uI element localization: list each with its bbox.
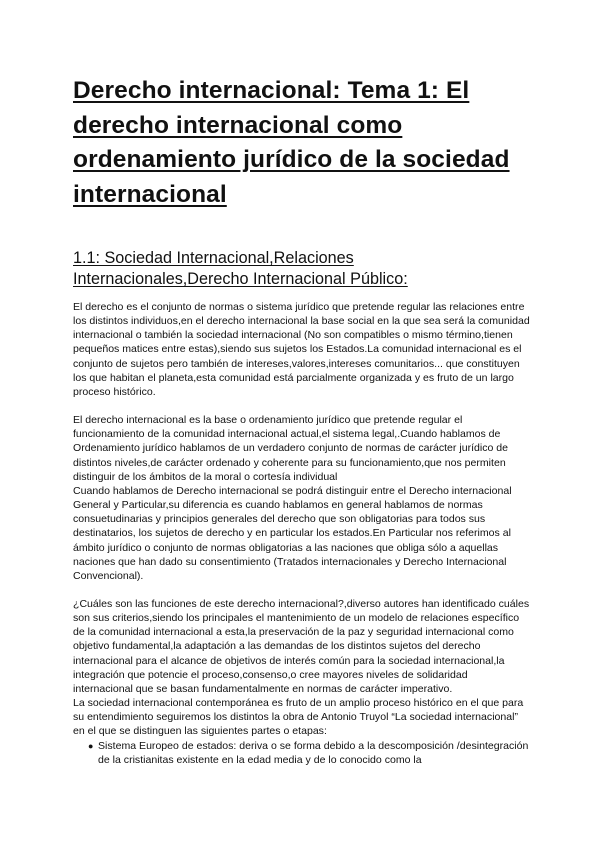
list-item bbox=[89, 739, 530, 767]
bullet-icon: ● bbox=[88, 740, 94, 751]
stages-list bbox=[73, 739, 530, 767]
list-item-text: Sistema Europeo de estados: deriva o se forma debido a la descomposición /desintegración de la cristianitas existente en la edad media y de lo conocido como la bbox=[98, 739, 529, 766]
paragraph-spacer bbox=[73, 583, 530, 597]
document-title: Derecho internacional: Tema 1: El derecho internacional como ordenamiento jurídico de la sociedad internacional bbox=[73, 77, 510, 208]
paragraph-spacer bbox=[73, 399, 530, 413]
paragraph-4: ¿Cuáles son las funciones de este derecho internacional?,diverso autores han identificado cuáles son sus criterios,siendo los principales el mantenimiento de un modelo de relaciones específico de la comunidad internacional a esta,la preservación de la paz y seguridad internacional como objetivo fundamental,la adaptación a las demandas de los distintos sujetos del derecho internacional para el alcance de objetivos de interés común para la sociedad internacional,la integración que potencie el proceso,consenso,o cree mayores niveles de solidaridad internacional que se basan fundamentalmente en normas de carácter imperativo. bbox=[73, 597, 530, 695]
section-heading: 1.1: Sociedad Internacional,Relaciones Internacionales,Derecho Internacional Público: bbox=[73, 249, 408, 288]
paragraph-2: El derecho internacional es la base o ordenamiento jurídico que pretende regular el funcionamiento de la comunidad internacional actual,el sistema legal,.Cuando hablamos de Ordenamiento jurídico hablamos de un verdadero conjunto de normas de carácter jurídico de distintos niveles,de carácter ordenado y coherente para su funcionamiento,que nos permiten distinguir de los ámbitos de la moral o cortesía individual bbox=[73, 414, 509, 483]
paragraph-5: La sociedad internacional contemporánea es fruto de un amplio proceso histórico en el que para su entendimiento seguiremos los distintos la obra de Antonio Truyol “La sociedad internacional” en el que se distinguen las siguientes partes o etapas: bbox=[73, 697, 524, 738]
paragraph-1: El derecho es el conjunto de normas o sistema jurídico que pretende regular las relaciones entre los distintos individuos,en el derecho internacional la base social en la que sea será la comunidad internacional o también la sociedad internacional (No son compatibles o mismo término,tienen pequeños matices entre estas),siendo sus sujetos los Estados.La comunidad internacional es el conjunto de sujetos pero también de intereses,valores,intereses comunitarios... que constituyen los que habitan el planeta,esta comunidad está parcialmente organizada y es fruto de un largo proceso histórico. bbox=[73, 301, 530, 398]
paragraph-3: Cuando hablamos de Derecho internacional se podrá distinguir entre el Derecho internacional General y Particular,su diferencia es cuando hablamos en general hablamos de normas consuetudinarias y principios generales del derecho que son obligatorias para todos sus destinatarios, los sujetos de derecho y en particular los estados.En Particular nos referimos al ámbito jurídico o conjunto de normas obligatorias a las naciones que obliga sólo a aquellas naciones que han dado su consentimiento (Tratados internacionales y Derecho Internacional Convencional). bbox=[73, 484, 512, 582]
